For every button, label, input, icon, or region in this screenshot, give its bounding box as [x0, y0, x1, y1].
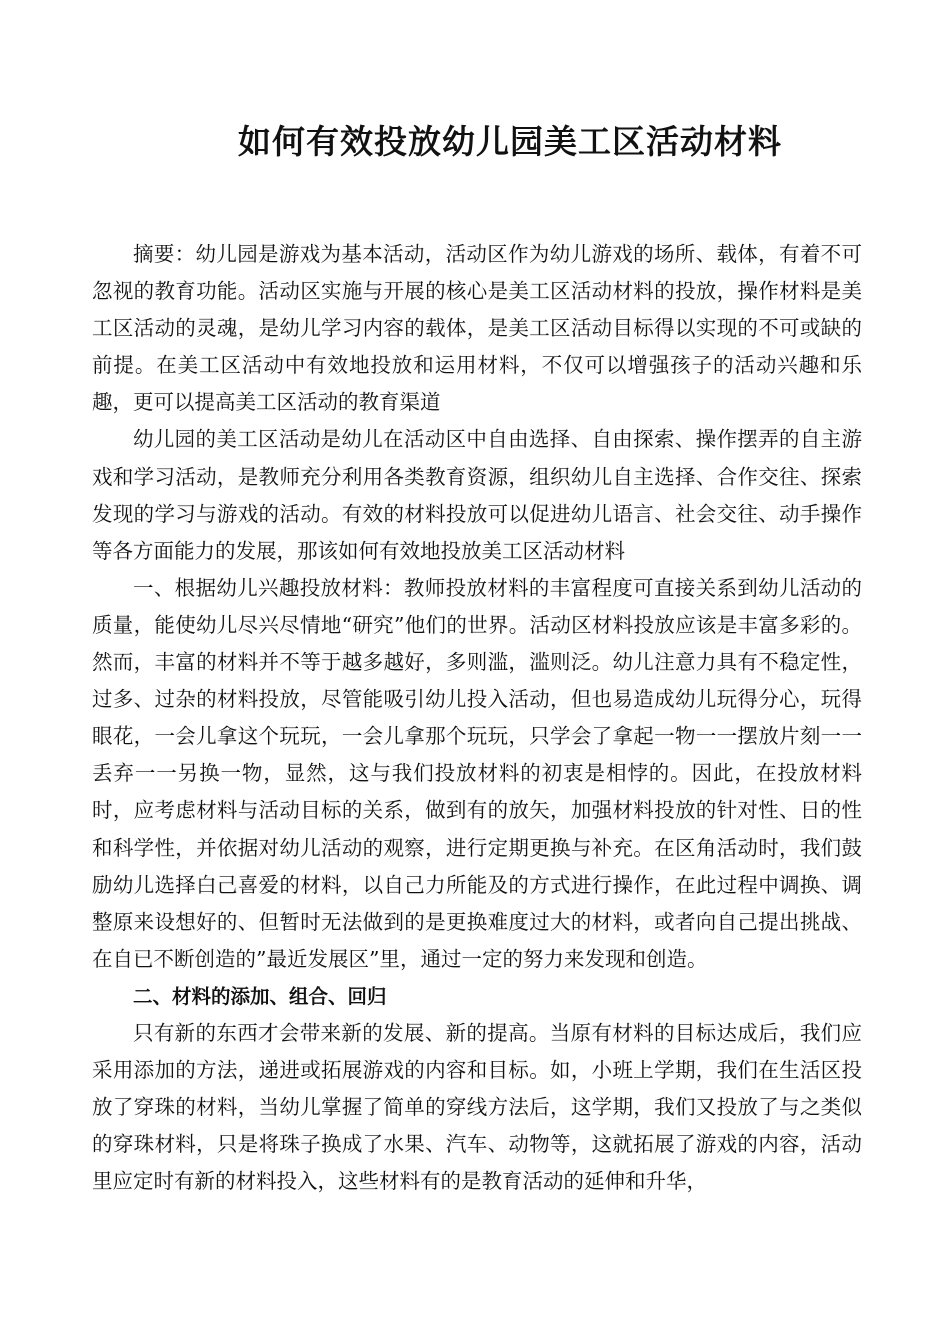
section-2-heading: 二、材料的添加、组合、回归 [133, 984, 387, 1008]
document-body [92, 236, 862, 1200]
document-title: 如何有效投放幼儿园美工区活动材料 [238, 122, 782, 161]
abstract-paragraph: 摘要：幼儿园是游戏为基本活动，活动区作为幼儿游戏的场所、载体，有着不可忽视的教育功能。活动区实施与开展的核心是美工区活动材料的投放，操作材料是美工区活动的灵魂，是幼儿学习内容的载体，是美工区活动目标得以实现的不可或缺的前提。在美工区活动中有效地投放和运用材料，不仅可以增强孩子的活动兴趣和乐趣，更可以提高美工区活动的教育渠道 [92, 242, 862, 415]
section-2-paragraph: 只有新的东西才会带来新的发展、新的提高。当原有材料的目标达成后，我们应采用添加的方法，递进或拓展游戏的内容和目标。如，小班上学期，我们在生活区投放了穿珠的材料，当幼儿掌握了简单的穿线方法后，这学期，我们又投放了与之类似的穿珠材料，只是将珠子换成了水果、汽车、动物等，这就拓展了游戏的内容，活动里应定时有新的材料投入，这些材料有的是教育活动的延伸和升华， [92, 1020, 862, 1194]
section-1-paragraph: 一、根据幼儿兴趣投放材料：教师投放材料的丰富程度可直接关系到幼儿活动的质量，能使幼儿尽兴尽情地“研究”他们的世界。活动区材料投放应该是丰富多彩的。然而，丰富的材料并不等于越多越好，多则滥，滥则泛。幼儿注意力具有不稳定性，过多、过杂的材料投放，尽管能吸引幼儿投入活动，但也易造成幼儿玩得分心，玩得眼花，一会儿拿这个玩玩，一会儿拿那个玩玩，只学会了拿起一物一一摆放片刻一一丢弃一一另换一物，显然，这与我们投放材料的初衷是相悖的。因此，在投放材料时，应考虑材料与活动目标的关系，做到有的放矢，加强材料投放的针对性、日的性和科学性，并依据对幼儿活动的观察，进行定期更换与补充。在区角活动时，我们鼓励幼儿选择白己喜爱的材料，以自己力所能及的方式进行操作，在此过程中调换、调整原来设想好的、但暂时无法做到的是更换难度过大的材料，或者向自己提出挑战、在自已不断创造的”最近发展区”里，通过一定的努力来发现和创造。 [92, 575, 862, 971]
intro-paragraph: 幼儿园的美工区活动是幼儿在活动区中自由选择、自由探索、操作摆弄的自主游戏和学习活动，是教师充分利用各类教育资源，组织幼儿自主选择、合作交往、探索发现的学习与游戏的活动。有效的材料投放可以促进幼儿语言、社会交往、动手操作等各方面能力的发展，那该如何有效地投放美工区活动材料 [92, 427, 862, 563]
